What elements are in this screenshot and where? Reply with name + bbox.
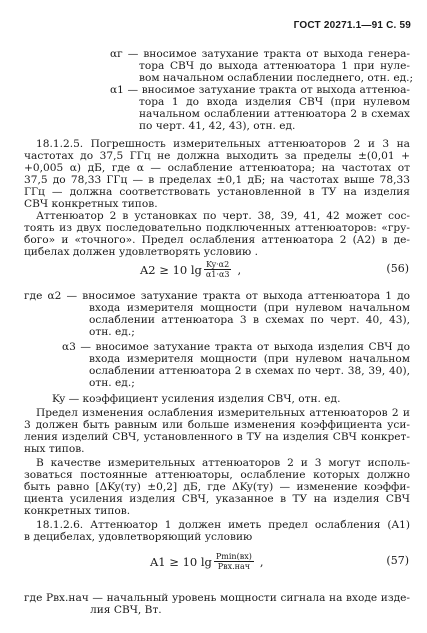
text-line: +0,005 α) дБ, где α — ослабление аттенюатора; на частотах от (24, 162, 410, 174)
text-line: Ky — коэффициент усиления изделия СВЧ, отн. ед. (52, 393, 341, 405)
text-line: Предел изменения ослабления измерительных аттенюаторов 2 и (36, 407, 410, 419)
formula-56-lhs: A2 ≥ 10 lg (140, 262, 202, 277)
text-line: в децибелах, удовлетворяющий условию (24, 531, 253, 543)
text-line: α3 — вносимое затухание тракта от выхода изделия СВЧ до (62, 341, 410, 353)
text-line: начальном ослаблении аттенюатора 2 в схемах (139, 108, 410, 120)
text-line: где α2 — вносимое затухание тракта от выхода аттенюатора 1 до (24, 290, 410, 302)
text-line: входа измерителя мощности (при нулевом начальном (89, 353, 410, 365)
formula-56-numerator: Ky·α2 (206, 260, 230, 269)
text-line: В качестве измерительных аттенюаторов 2 и 3 могут исполь- (36, 457, 410, 469)
text-line: ослаблении аттенюатора 3 в схемах по черт. 40, 43), (89, 314, 410, 326)
text-line: бого» и «точного». Предел ослабления аттенюатора 2 (A2) в де- (24, 234, 410, 246)
formula-56-denominator: α1·α3 (205, 270, 230, 279)
text-line: частотах до 37,5 ГГц не должна выходить за пределы ±(0,01 + (24, 150, 410, 162)
text-line: зоваться постоянные аттенюаторы, ослабление которых должно (24, 469, 410, 481)
text-line: СВЧ конкретных типов. (24, 198, 158, 210)
text-line: циента усиления изделия СВЧ, указанное в ТУ на изделия СВЧ (24, 493, 410, 505)
equation-number-56: (56) (386, 262, 409, 275)
formula-57-fraction (214, 552, 254, 571)
formula-57-lhs: A1 ≥ 10 lg (150, 554, 212, 569)
formula-57-numerator: Pmin(вх) (215, 552, 252, 561)
text-line: быть равно [ΔKy(ту) ±0,2] дБ, где ΔKy(ту) — изменение коэффи- (24, 481, 410, 493)
text-line: конкретных типов. (24, 505, 131, 517)
text-line: где Pвх.нач — начальный уровень мощности сигнала на входе изде- (24, 592, 410, 604)
page-header: ГОСТ 20271.1—91 С. 59 (293, 20, 411, 31)
text-line: по черт. 41, 42, 43), отн. ед. (139, 120, 296, 132)
text-line: вом начальном ослаблении последнего, отн. ед.; (139, 72, 414, 84)
text-line: входа измерителя мощности (при нулевом начальном (89, 302, 410, 314)
formula-56-fraction (204, 260, 232, 279)
text-line: 3 должен быть равным или больше изменения коэффициента уси- (24, 419, 410, 431)
formula-57 (150, 552, 264, 571)
text-line: ных типов. (24, 443, 85, 455)
text-line: Аттенюатор 2 в установках по черт. 38, 39, 41, 42 может сос- (36, 210, 410, 222)
text-line: тора 1 до входа изделия СВЧ (при нулевом (139, 96, 410, 108)
text-line: ослаблении аттенюатора 2 в схемах по черт. 38, 39, 40), (89, 365, 410, 377)
text-line: 18.1.2.5. Погрешность измерительных аттенюаторов 2 и 3 на (36, 138, 410, 150)
formula-56 (140, 260, 241, 279)
text-line: ГГц — должна соответствовать установленной в ТУ на изделия (24, 186, 410, 198)
text-line: 37,5 до 78,33 ГГц — в пределах ±0,1 дБ; на частотах выше 78,33 (24, 174, 410, 186)
text-line: ления изделий СВЧ, установленного в ТУ на изделия СВЧ конкрет- (24, 431, 410, 443)
text-line: тора СВЧ до выхода аттенюатора 1 при нуле- (139, 60, 410, 72)
formula-57-denominator: Pвх.нач (217, 562, 251, 571)
text-line: цибелах должен удовлетворять условию . (24, 246, 258, 258)
formula-56-tail: , (237, 262, 242, 277)
formula-57-tail: , (259, 554, 264, 569)
text-line: отн. ед.; (89, 377, 135, 389)
equation-number-57: (57) (386, 554, 409, 567)
text-line: α1 — вносимое затухание тракта от выхода аттенюа- (110, 84, 410, 96)
text-line: лия СВЧ, Вт. (90, 604, 162, 616)
text-line: отн. ед.; (89, 326, 135, 338)
text-line: тоять из двух последовательно подключенных аттенюаторов: «гру- (24, 222, 410, 234)
text-line: 18.1.2.6. Аттенюатор 1 должен иметь предел ослабления (A1) (36, 519, 410, 531)
text-line: αг — вносимое затухание тракта от выхода генера- (110, 48, 410, 60)
